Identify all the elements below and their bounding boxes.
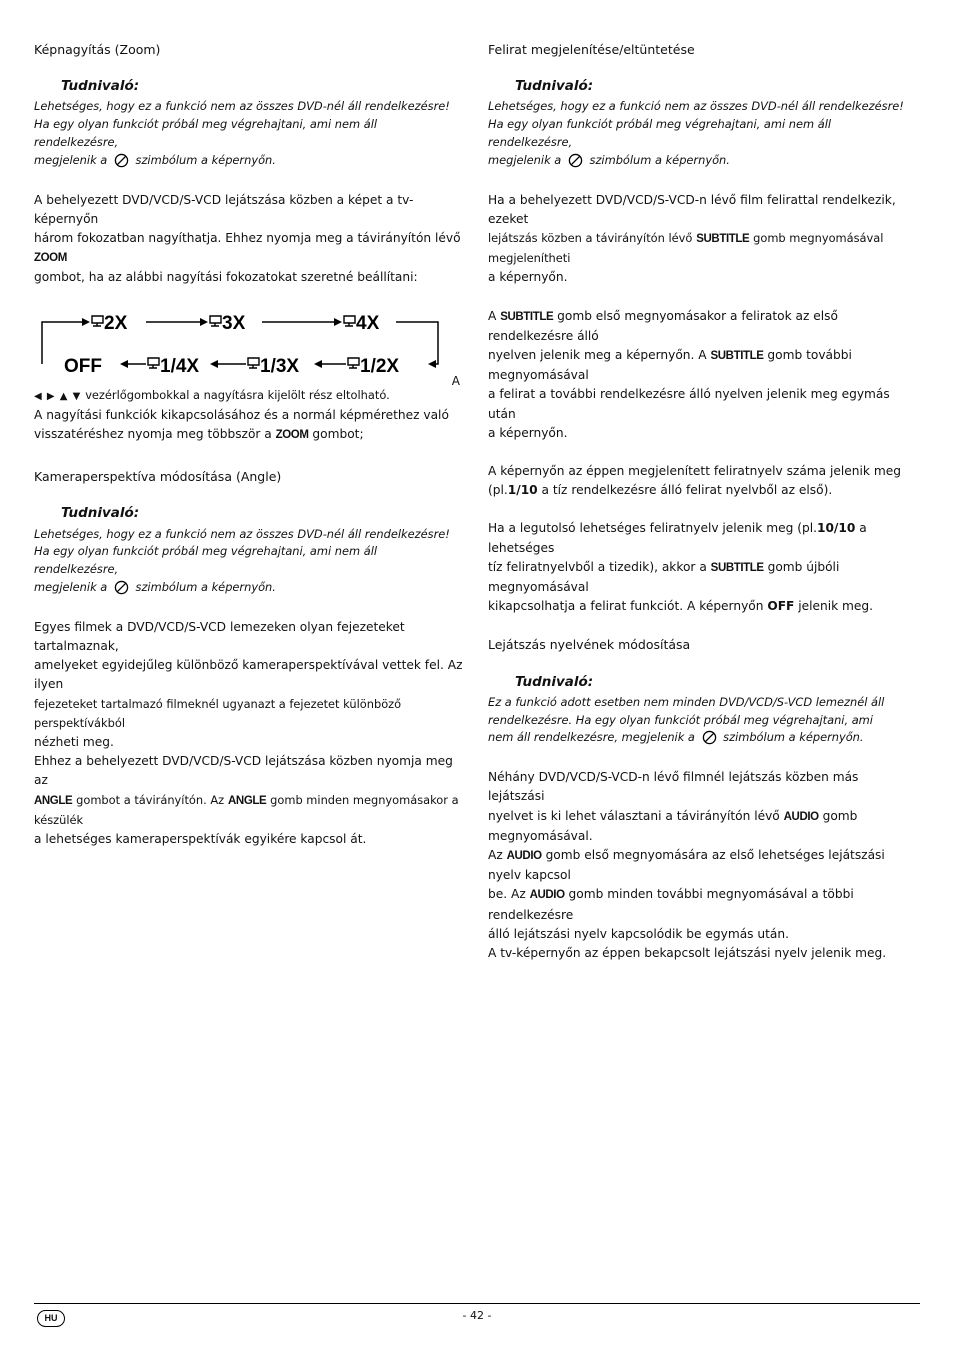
audio-note: Ez a funkció adott esetben nem minden DVD/VCD/S-VCD lemeznél áll rendelkezésre. Ha egy olyan funkciót próbál meg végrehajtani, ami nem áll rendelkezésre, megjelenik a szimbólum a képernyőn.	[488, 694, 885, 745]
angle-paragraph-2: Ehhez a behelyezett DVD/VCD/S-VCD lejátszása közben nyomja meg az ANGLE gombot a távirányítón. Az ANGLE gomb minden megnyomásakor a készülék a lehetséges kameraperspektívák egyikére kapcsol át.	[34, 754, 459, 847]
zoom-level-1-4x: 1/4X	[160, 355, 200, 374]
angle-key-label: ANGLE	[34, 794, 73, 807]
screen-icon	[148, 358, 159, 368]
page-number: - 42 -	[462, 1309, 492, 1322]
audio-key-label: AUDIO	[506, 850, 542, 863]
audio-note-title: Tudnivaló:	[515, 673, 594, 690]
audio-key-label: AUDIO	[783, 810, 819, 823]
angle-heading: Kameraperspektíva módosítása (Angle)	[34, 469, 282, 485]
prohibited-icon	[702, 730, 717, 745]
language-badge: HU	[37, 1310, 65, 1327]
subtitle-key-label: SUBTITLE	[710, 350, 764, 363]
screen-icon	[348, 358, 359, 368]
angle-paragraph-1: Egyes filmek a DVD/VCD/S-VCD lemezeken olyan fejezeteket tartalmaznak, amelyeket egyidejűleg különböző kameraperspektívával vettek fel. Az ilyen fejezeteket tartalmazó filmeknél ugyanazt a fejezetet különböző perspektívákból nézheti meg.	[34, 619, 463, 750]
right-column	[488, 40, 918, 963]
zoom-key-label: ZOOM	[275, 429, 309, 442]
subtitle-counter: 1/10	[507, 483, 538, 498]
zoom-note-title: Tudnivaló:	[61, 78, 140, 95]
direction-arrows-icon: ◀ ▶ ▲ ▼	[34, 390, 82, 402]
subtitle-paragraph-3: A képernyőn az éppen megjelenített feliratnyelv száma jelenik meg (pl.1/10 a tíz rendelkezésre álló felirat nyelvből az első).	[488, 464, 901, 498]
zoom-level-3x: 3X	[222, 312, 246, 334]
subtitle-paragraph-1: Ha a behelyezett DVD/VCD/S-VCD-n lévő film felirattal rendelkezik, ezeket lejátszás közben a távirányítón lévő SUBTITLE gomb megnyomásával megjelenítheti a képernyőn.	[488, 192, 896, 285]
subtitle-note-title: Tudnivaló:	[515, 78, 594, 95]
subtitle-counter: 10/10	[816, 521, 856, 536]
screen-icon	[248, 358, 259, 368]
subtitle-key-label: SUBTITLE	[710, 561, 764, 574]
angle-note-title: Tudnivaló:	[61, 505, 140, 522]
zoom-heading: Képnagyítás (Zoom)	[34, 42, 161, 57]
subtitle-paragraph-4: Ha a legutolsó lehetséges feliratnyelv jelenik meg (pl.10/10 a lehetséges tíz feliratnyelvből a tizedik), akkor a SUBTITLE gomb újbóli megnyomásával kikapcsolhatja a felirat funkciót. A képernyőn OFF jelenik meg.	[488, 521, 874, 614]
zoom-key-label: ZOOM	[34, 252, 67, 265]
zoom-level-2x: 2X	[104, 312, 128, 334]
prohibited-icon	[568, 153, 583, 168]
prohibited-icon	[114, 153, 129, 168]
subtitle-key-label: SUBTITLE	[500, 310, 554, 323]
angle-key-label: ANGLE	[228, 794, 267, 807]
angle-note: Lehetséges, hogy ez a funkció nem az összes DVD-nél áll rendelkezésre! Ha egy olyan funkciót próbál meg végrehajtani, ami nem áll rendelkezésre, megjelenik a szimbólum a képernyőn.	[34, 526, 450, 595]
subtitle-heading: Felirat megjelenítése/eltüntetése	[488, 42, 695, 57]
subtitle-key-label: SUBTITLE	[696, 233, 750, 245]
screen-icon	[92, 316, 103, 326]
zoom-diagram-letter: A	[451, 373, 460, 388]
left-column	[34, 40, 464, 849]
prohibited-icon	[114, 580, 129, 595]
zoom-note: Lehetséges, hogy ez a funkció nem az összes DVD-nél áll rendelkezésre! Ha egy olyan funkciót próbál meg végrehajtani, ami nem áll rendelkezésre, megjelenik a szimbólum a képernyőn.	[34, 99, 450, 167]
zoom-paragraph-2: ◀ ▶ ▲ ▼ vezérlőgombokkal a nagyításra kijelölt rész eltolható. A nagyítási funkciók kikapcsolásához és a normál képmérethez való visszatéréshez nyomja meg többször a ZOOM gombot;	[34, 387, 449, 442]
off-indicator: OFF	[767, 599, 795, 614]
footer-divider	[34, 1303, 920, 1304]
subtitle-note: Lehetséges, hogy ez a funkció nem az összes DVD-nél áll rendelkezésre! Ha egy olyan funkciót próbál meg végrehajtani, ami nem áll rendelkezésre, megjelenik a szimbólum a képernyőn.	[488, 99, 904, 167]
audio-key-label: AUDIO	[529, 889, 565, 902]
audio-paragraph-1: Néhány DVD/VCD/S-VCD-n lévő filmnél lejátszás közben más lejátszási nyelvet is ki lehet választani a távirányítón lévő AUDIO gomb megnyomásával. Az AUDIO gomb első megnyomására az első lehetséges lejátszási nyelv kapcsol be. Az AUDIO gomb minden további megnyomásával a többi rendelkezésre álló lejátszási nyelv kapcsolódik be egymás után. A tv-képernyőn az éppen bekapcsolt lejátszási nyelv jelenik meg.	[488, 770, 887, 961]
zoom-level-1-3x: 1/3X	[260, 355, 300, 374]
zoom-paragraph-1: A behelyezett DVD/VCD/S-VCD lejátszása közben a képet a tv-képernyőn három fokozatban nagyíthatja. Ehhez nyomja meg a távirányítón lévő ZOOM gombot, ha az alábbi nagyítási fokozatokat szeretné beállítani:	[34, 192, 461, 285]
screen-icon	[210, 316, 221, 326]
zoom-level-1-2x: 1/2X	[360, 355, 400, 374]
zoom-level-off: OFF	[64, 355, 102, 374]
zoom-levels-diagram	[34, 298, 464, 388]
zoom-level-4x: 4X	[356, 312, 380, 334]
subtitle-paragraph-2: A SUBTITLE gomb első megnyomásakor a feliratok az első rendelkezésre álló nyelven jelenik meg a képernyőn. A SUBTITLE gomb további megnyomásával a felirat a további rendelkezésre álló nyelven jelenik meg egymás után a képernyőn.	[488, 308, 890, 440]
screen-icon	[344, 316, 355, 326]
audio-heading: Lejátszás nyelvének módosítása	[488, 637, 691, 653]
